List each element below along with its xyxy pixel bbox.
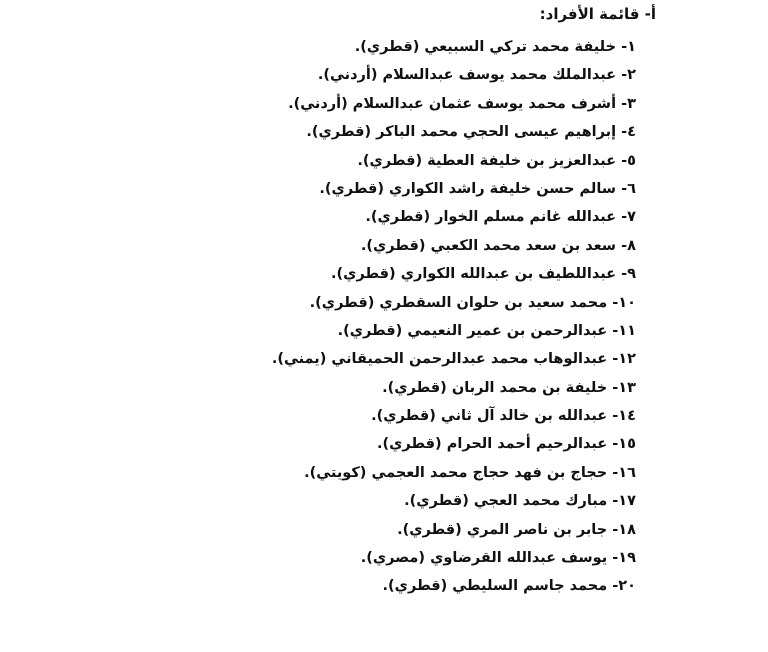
item-text: عبدالوهاب محمد عبدالرحمن الحميقاني (يمني).	[271, 351, 608, 368]
list-item	[116, 487, 636, 515]
list-item	[116, 402, 636, 430]
item-text: حجاج بن فهد حجاج محمد العجمي (كويتي).	[304, 464, 608, 481]
item-text: يوسف عبدالله القرضاوي (مصري).	[360, 550, 608, 567]
item-number: ٢-	[621, 67, 636, 84]
item-number: ٨-	[621, 237, 636, 254]
item-text: سعد بن سعد محمد الكعبي (قطري).	[360, 237, 617, 254]
item-text: عبداللطيف بن عبدالله الكواري (قطري).	[330, 266, 617, 283]
list-item	[116, 459, 636, 487]
item-number: ٧-	[621, 209, 636, 226]
list-item	[116, 289, 636, 317]
item-number: ٤-	[621, 124, 636, 141]
item-text: عبدالله بن خالد آل ثاني (قطري).	[371, 408, 608, 425]
list-item	[116, 374, 636, 402]
item-text: محمد جاسم السليطي (قطري).	[382, 578, 608, 595]
list-item	[116, 430, 636, 458]
item-text: عبدالملك محمد يوسف عبدالسلام (أردني).	[317, 67, 617, 84]
list-item	[116, 175, 636, 203]
list-item	[116, 61, 636, 89]
item-number: ١١-	[612, 322, 636, 339]
section-heading: أ- قائمة الأفراد:	[539, 5, 656, 23]
item-number: ١٧-	[612, 493, 636, 510]
item-text: سالم حسن خليفة راشد الكواري (قطري).	[319, 180, 617, 197]
item-text: أشرف محمد يوسف عثمان عبدالسلام (أردني).	[288, 95, 617, 112]
item-text: خليفة محمد تركي السبيعي (قطري).	[354, 39, 617, 55]
item-text: خليفة بن محمد الربان (قطري).	[382, 379, 608, 396]
list-item	[116, 147, 636, 175]
item-number: ١٠-	[612, 294, 636, 311]
item-text: عبدالرحيم أحمد الحرام (قطري).	[376, 436, 608, 453]
item-text: إبراهيم عيسى الحجي محمد الباكر (قطري).	[306, 124, 617, 141]
item-number: ١٨-	[612, 521, 636, 538]
list-item	[116, 544, 636, 572]
item-number: ١٢-	[612, 351, 636, 368]
item-text: عبدالعزيز بن خليفة العطية (قطري).	[357, 152, 617, 169]
item-number: ١٣-	[612, 379, 636, 396]
list-item	[116, 118, 636, 146]
item-number: ١٥-	[612, 436, 636, 453]
list-item	[116, 345, 636, 373]
individuals-list	[116, 33, 636, 601]
list-item	[116, 260, 636, 288]
list-item	[116, 203, 636, 231]
list-item	[116, 572, 636, 600]
list-item	[116, 516, 636, 544]
list-item	[116, 33, 636, 61]
item-number: ١٦-	[612, 464, 636, 481]
list-item	[116, 232, 636, 260]
item-text: جابر بن ناصر المري (قطري).	[397, 521, 608, 538]
list-item	[116, 90, 636, 118]
item-text: مبارك محمد العجي (قطري).	[404, 493, 608, 510]
item-number: ٣-	[621, 95, 636, 112]
item-text: محمد سعيد بن حلوان السقطري (قطري).	[309, 294, 608, 311]
item-number: ٦-	[621, 180, 636, 197]
item-number: ١-	[621, 39, 636, 55]
item-number: ٢٠-	[612, 578, 636, 595]
item-text: عبدالله غانم مسلم الخوار (قطري).	[365, 209, 617, 226]
item-number: ١٤-	[612, 408, 636, 425]
item-number: ٥-	[621, 152, 636, 169]
item-number: ٩-	[621, 266, 636, 283]
item-text: عبدالرحمن بن عمير النعيمي (قطري).	[337, 322, 608, 339]
list-item	[116, 317, 636, 345]
item-number: ١٩-	[612, 550, 636, 567]
